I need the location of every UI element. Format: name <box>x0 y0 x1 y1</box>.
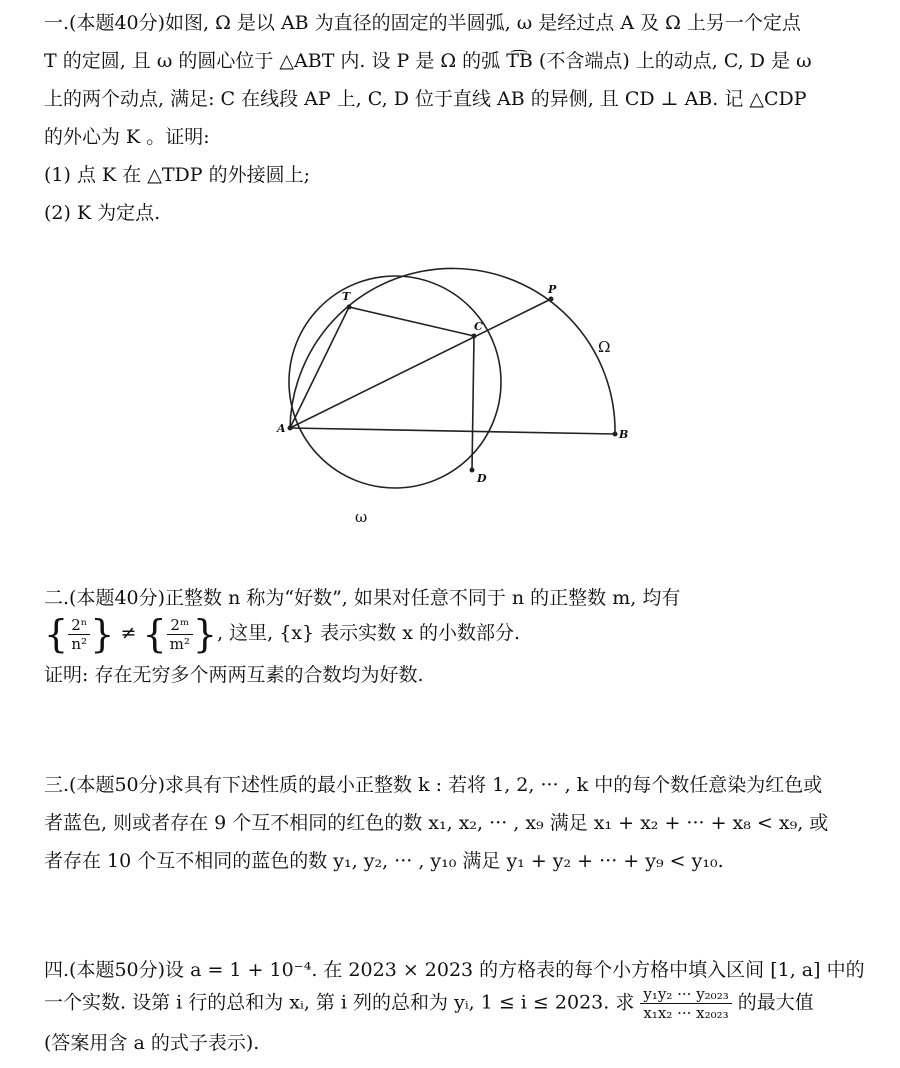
right-brace-1: } <box>90 612 115 656</box>
problem-1-part-1: (1) 点 K 在 △TDP 的外接圆上; <box>44 164 311 186</box>
label-b: B <box>619 428 629 441</box>
problem-4-line-2 <box>44 985 814 1022</box>
problem-2-line-2-tail: , 这里, {x} 表示实数 x 的小数部分. <box>217 622 520 644</box>
problem-1-line-2: T 的定圆, 且 ω 的圆心位于 △ABT 内. 设 P 是 Ω 的弧 T͡B (不含端点) 上的动点, C, D 是 ω <box>44 50 812 72</box>
fraction-2m-m2: $\frac{\text{2ᵐ}}{\text{m²}}$ <box>167 616 193 653</box>
label-a: A <box>277 422 286 435</box>
label-d: D <box>477 472 487 485</box>
fraction-2n-n2: $\frac{\text{2ⁿ}}{\text{n²}}$ <box>68 616 90 653</box>
problem-3-line-3: 者存在 10 个互不相同的蓝色的数 y₁, y₂, ··· , y₁₀ 满足 y₁ + y₂ + ··· + y₉ < y₁₀. <box>44 850 724 872</box>
problem-4-line-2-tail: 的最大值 <box>737 991 814 1014</box>
problem-2-formula-line <box>44 612 520 656</box>
omega-circle <box>289 276 501 488</box>
problem-1-line-3: 上的两个动点, 满足: C 在线段 AP 上, C, D 位于直线 AB 的异侧, 且 CD ⊥ AB. 记 △CDP <box>44 88 807 110</box>
problem-1-line-4: 的外心为 K 。证明: <box>44 126 210 148</box>
right-brace-2: } <box>192 612 218 656</box>
label-t: T <box>342 290 351 303</box>
segment-at <box>290 307 349 428</box>
label-small-omega: ω <box>355 508 368 526</box>
problem-3-line-2: 者蓝色, 则或者存在 9 个互不相同的红色的数 x₁, x₂, ··· , x₉ 满足 x₁ + x₂ + ··· + x₈ < x₉, 或 <box>44 812 829 834</box>
label-c: C <box>474 320 483 333</box>
segment-ap <box>290 299 551 428</box>
label-p: P <box>548 283 557 296</box>
neq-symbol: ≠ <box>120 622 137 644</box>
segment-tc <box>349 307 474 336</box>
problem-2-line-1: 二.(本题40分)正整数 n 称为“好数”, 如果对任意不同于 n 的正整数 m, 均有 <box>44 587 681 609</box>
left-brace-1: { <box>44 612 69 656</box>
left-brace-2: { <box>142 612 167 656</box>
problem-4-line-2-head: 一个实数. 设第 i 行的总和为 xᵢ, 第 i 列的总和为 yᵢ, 1 ≤ i ≤ 2023. 求 <box>44 991 635 1014</box>
label-big-omega: Ω <box>598 338 611 356</box>
fraction-y-over-x: $\frac{\text{y₁y₂ ··· y₂₀₂₃}}{\text{x₁x₂ ··· x₂₀₂₃}}$ <box>640 985 731 1022</box>
problem-4-line-3: (答案用含 a 的式子表示). <box>44 1032 260 1054</box>
problem-3-line-1: 三.(本题50分)求具有下述性质的最小正整数 k : 若将 1, 2, ··· , k 中的每个数任意染为红色或 <box>44 774 823 796</box>
problem-4-line-1: 四.(本题50分)设 a = 1 + 10⁻⁴. 在 2023 × 2023 的方格表的每个小方格中填入区间 [1, a] 中的 <box>44 959 865 981</box>
problem-1-line-1: 一.(本题40分)如图, Ω 是以 AB 为直径的固定的半圆弧, ω 是经过点 A 及 Ω 上另一个定点 <box>44 12 801 34</box>
problem-1-part-2: (2) K 为定点. <box>44 202 161 224</box>
problem-2-line-3: 证明: 存在无穷多个两两互素的合数均为好数. <box>44 664 424 686</box>
segment-cd <box>472 336 474 470</box>
segment-ab <box>290 428 615 434</box>
